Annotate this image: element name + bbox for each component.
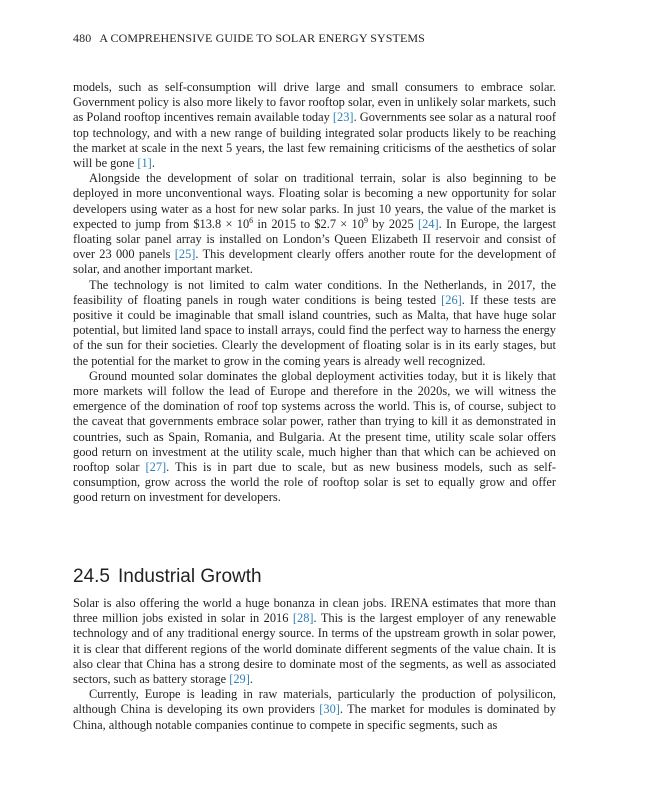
body-text-upper — [73, 80, 556, 506]
paragraph-text: in 2015 to $2.7 × 10 — [253, 216, 364, 231]
citation-link[interactable]: [1] — [137, 156, 152, 171]
paragraph-text: Solar is also offering the world a huge bonanza in clean jobs. IRENA estimates that more than three million jobs existed in solar in 2016 — [73, 596, 556, 626]
superscript-exponent: 6 — [249, 215, 254, 225]
paragraph-text: . The market for modules is dominated by China, although notable companies continue to compete in specific segments, such as — [73, 702, 556, 732]
superscript-exponent: 9 — [363, 215, 368, 225]
paragraph-text: . — [151, 156, 155, 171]
paragraph-text: . In Europe, the largest floating solar panel array is installed on London’s Queen Elizabeth II reservoir and consist of over 23 000 panels — [73, 216, 556, 262]
page-number: 480 — [73, 31, 92, 45]
running-title: A COMPREHENSIVE GUIDE TO SOLAR ENERGY SYSTEMS — [99, 31, 425, 45]
paragraph-text: models, such as self-consumption will drive large and small consumers to embrace solar. Government policy is also more likely to favor rooftop solar, even in unlikely solar markets, such as Poland rooftop incentives remain available today — [73, 80, 556, 125]
running-header — [73, 31, 425, 46]
paragraph-text: by 2025 — [367, 216, 418, 231]
citation-link[interactable]: [26] — [441, 292, 462, 307]
citation-link[interactable]: [29] — [229, 672, 250, 687]
citation-link[interactable]: [28] — [292, 611, 314, 626]
section-heading — [73, 566, 262, 588]
paragraph-text: . This is the largest employer of any renewable technology and of any traditional energy source. In terms of the upstream growth in solar power, it is clear that different regions of the world dominate different segments of the value chain. It is also clear that China has a strong desire to dominate most of the segments, as well as associated sectors, such as battery storage — [73, 611, 556, 687]
citation-link[interactable]: [24] — [417, 216, 439, 231]
citation-link[interactable]: [25] — [174, 247, 196, 262]
paragraph — [73, 171, 556, 277]
paragraph — [73, 80, 556, 171]
paragraph-text: Alongside the development of solar on traditional terrain, solar is also beginning to be deployed in more unconventional ways. Floating solar is becoming a new opportunity for solar developers using water as a host for new solar parks. In just 10 years, the value of the market is expected to jump from $13.8 × 10 — [73, 171, 556, 231]
citation-link[interactable]: [23] — [332, 110, 354, 125]
paragraph-text: . Governments see solar as a natural roof top technology, and with a new range of building integrated solar products likely to be reaching the market at scale in the next 5 years, the last few remaining criticisms of the aesthetics of solar will be gone — [73, 110, 556, 171]
section-number: 24.5 — [73, 566, 110, 587]
paragraph-text: . This is in part due to scale, but as new business models, such as self-consumption, grow across the world the role of rooftop solar is set to equally grow and offer good return on investment for developers. — [73, 460, 556, 505]
citation-link[interactable]: [30] — [319, 702, 340, 717]
paragraph-text: . This development clearly offers another route for the development of solar, and another important market. — [73, 247, 556, 277]
section-title: Industrial Growth — [117, 566, 262, 587]
paragraph — [73, 369, 556, 506]
paragraph-text: Ground mounted solar dominates the global deployment activities today, but it is likely that more markets will follow the lead of Europe and therefore in the 2020s, we will witness the emergence of the domination of roof top systems across the world. This is, of course, subject to the caveat that governments embrace solar power, rather than trying to kill it as demonstrated in countries, such as Spain, Romania, and Bulgaria. At the present time, utility scale solar offers good return on investment at the utility scale, much higher than that which can be achieved on rooftop solar — [73, 368, 556, 475]
paragraph-text: Currently, Europe is leading in raw materials, particularly the production of polysilicon, although China is developing its own providers — [73, 687, 556, 717]
body-text-lower — [73, 596, 556, 733]
paragraph — [73, 596, 556, 687]
paragraph-text: The technology is not limited to calm water conditions. In the Netherlands, in 2017, the feasibility of floating panels in rough water conditions is being tested — [73, 277, 556, 307]
paragraph-text: . — [249, 672, 253, 687]
citation-link[interactable]: [27] — [145, 460, 167, 475]
paragraph-text: . If these tests are positive it could be imaginable that small island countries, such as Malta, that have huge solar potential, but limited land space to install arrays, could find the perfect way to harness the energy of the sun for their societies. Clearly the development of floating solar is in its early stages, but the potential for the market to grow in the coming years is already well recognized. — [73, 292, 556, 368]
paragraph — [73, 278, 556, 369]
paragraph — [73, 687, 556, 733]
